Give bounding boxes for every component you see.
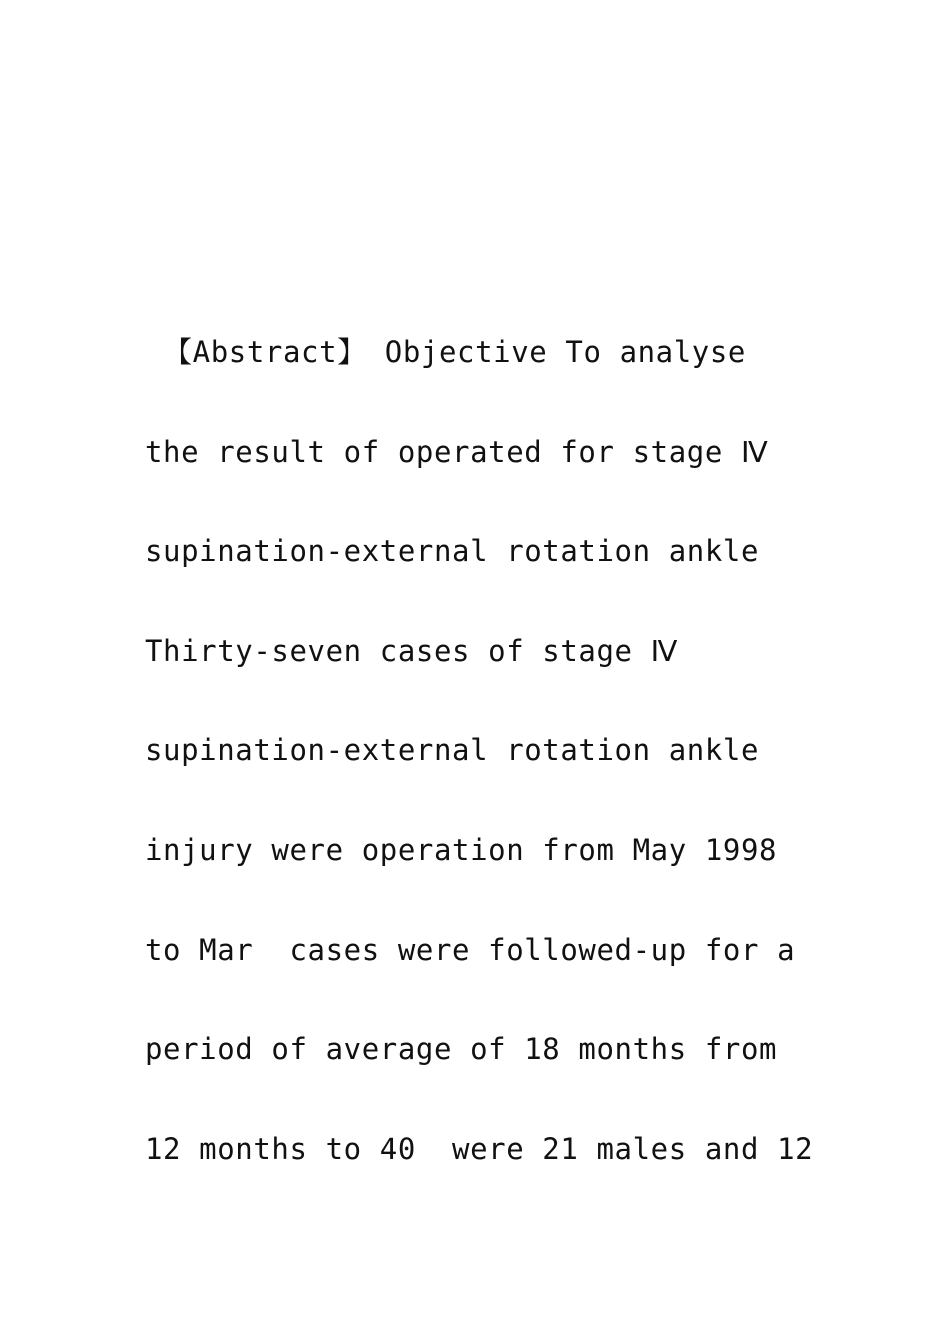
abstract-paragraph [145,322,905,1218]
text-line-5: supination-external rotation ankle [145,733,760,768]
text-line-1: 【Abstract】 Objective To analyse [145,335,746,369]
text-line-6: injury were operation from May 1998 [145,832,778,867]
text-line-9: 12 months to 40 were 21 males and 12 [145,1131,814,1166]
text-line-3: supination-external rotation ankle [145,534,760,569]
text-line-7: to Mar cases were followed-up for a [145,932,796,967]
text-line-4: Thirty-seven cases of stage Ⅳ [145,633,679,668]
text-line-2: the result of operated for stage Ⅳ [145,434,769,469]
text-line-8: period of average of 18 months from [145,1032,778,1067]
